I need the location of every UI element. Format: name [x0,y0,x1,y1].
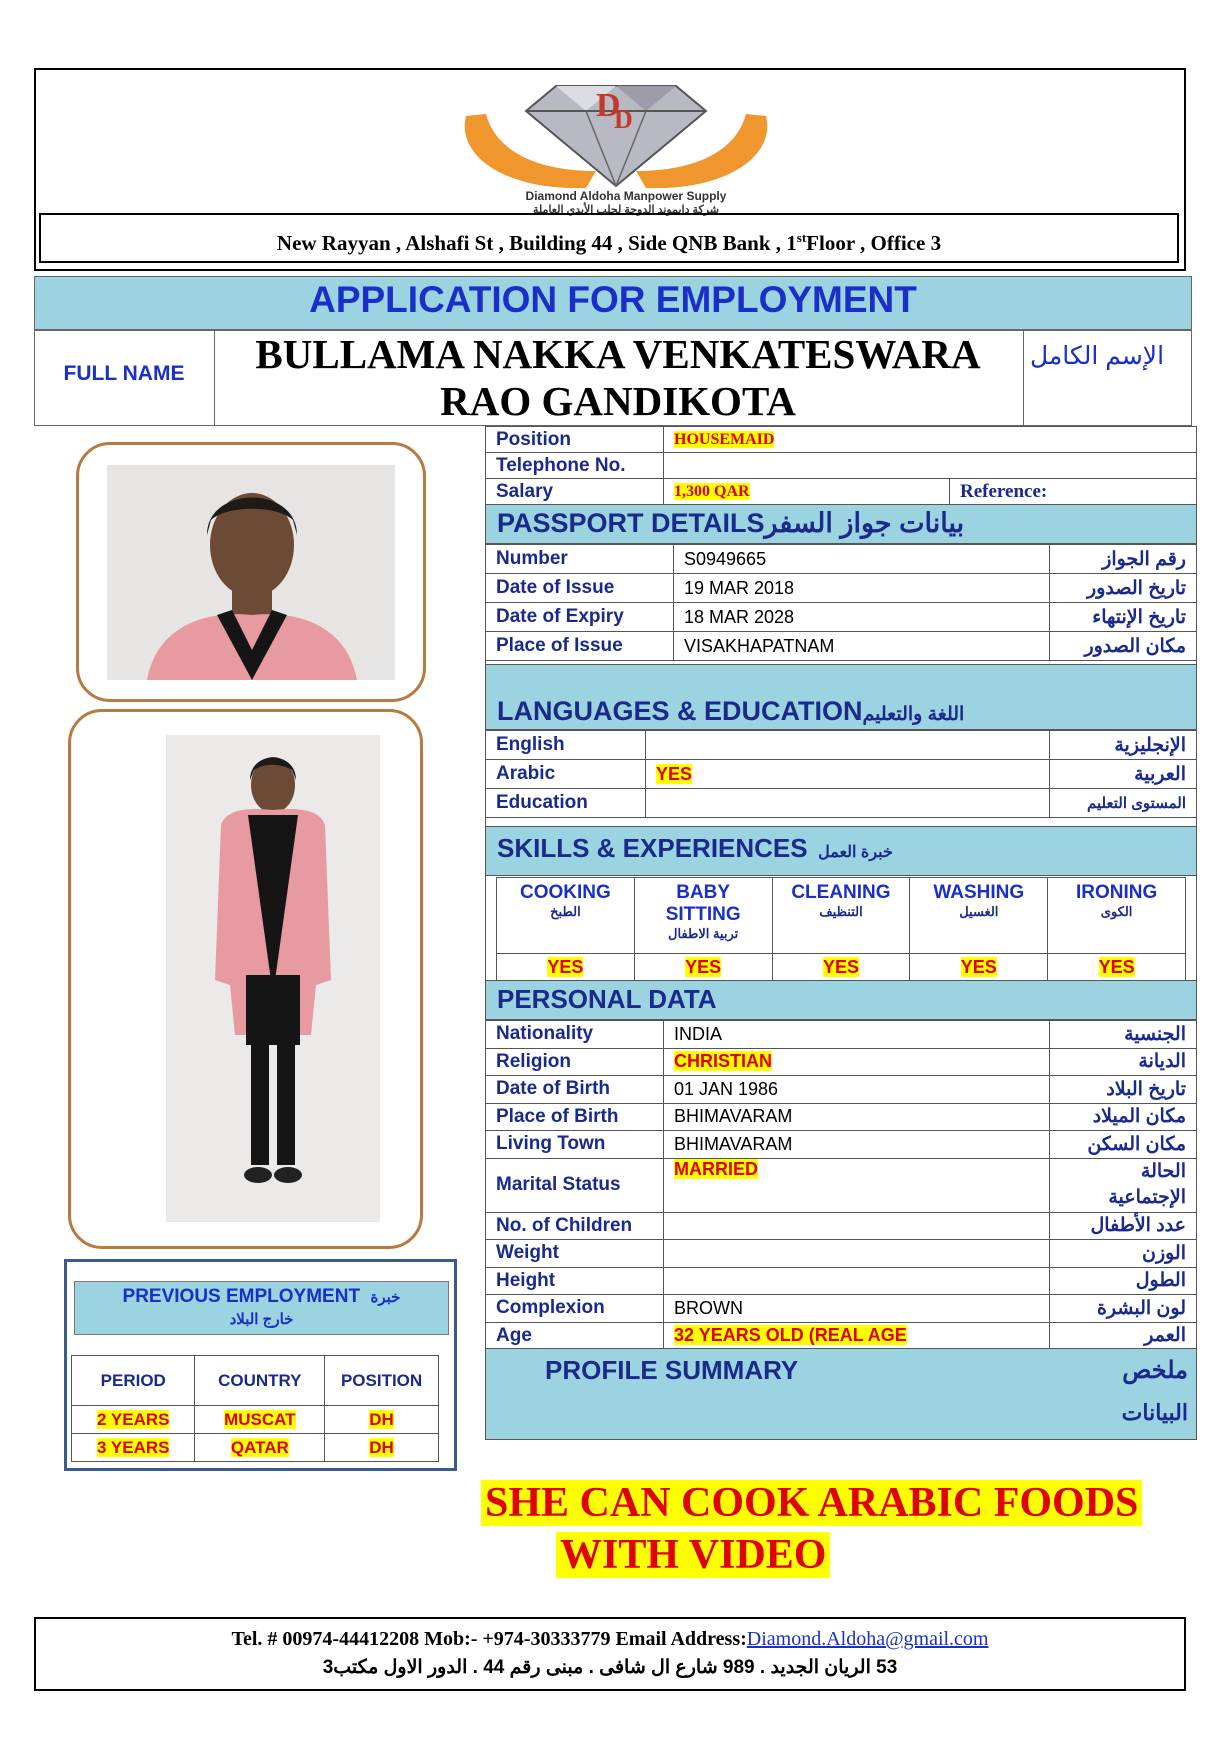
language-row-label: Education [486,789,646,818]
address-sup: st [796,230,807,245]
table-row [486,789,1197,818]
job-table [485,426,1197,505]
person-portrait-icon [107,465,395,680]
personal-row-label: Living Town [486,1131,664,1159]
table-row [486,574,1197,603]
skill-cell [910,878,1048,954]
person-full-body-icon [166,735,380,1222]
personal-row-label: Marital Status [486,1158,664,1212]
passport-row-label-ar: رقم الجواز [1050,545,1197,574]
personal-row-label: Complexion [486,1295,664,1323]
personal-row-label: Date of Birth [486,1076,664,1104]
languages-heading-ar: اللغة والتعليم [862,704,965,725]
full-name-value-line2: RAO GANDIKOTA [440,378,796,424]
language-row-label: Arabic [486,760,646,789]
language-row-value: YES [656,763,693,784]
skill-value: YES [547,957,584,977]
skills-title [497,833,893,864]
language-row-label-ar: العربية [1050,760,1197,789]
skill-name-line2: SITTING [665,904,741,925]
personal-row-label-ar: مكان السكن [1050,1131,1197,1159]
position-value: HOUSEMAID [674,430,775,448]
table-row [486,1158,1197,1212]
table-row [486,1240,1197,1268]
personal-row-label-ar: الديانة [1050,1048,1197,1076]
passport-row-label: Place of Issue [486,632,674,661]
personal-row-label-ar: الطول [1050,1267,1197,1295]
portrait-photo [107,465,395,680]
page-title: APPLICATION FOR EMPLOYMENT [309,279,917,320]
skill-value: YES [685,957,722,977]
address-end: Floor , Office 3 [806,231,942,255]
previous-employment-heading-ar1: خبرة [370,1289,401,1306]
footer-contact [34,1628,1186,1651]
salary-label: Salary [486,479,664,505]
personal-table [485,1020,1197,1350]
personal-row-value: 32 YEARS OLD (REAL AGE [674,1325,907,1346]
table-row [486,1212,1197,1240]
table-row [486,1076,1197,1104]
full-name-label: FULL NAME [63,362,185,385]
svg-text:D: D [596,87,621,124]
prev-position: DH [369,1409,394,1429]
skills-heading-ar: خبرة العمل [818,844,893,861]
personal-row-label: Age [486,1322,664,1350]
svg-text:D: D [614,105,633,134]
personal-row-label-ar: مكان الميلاد [1050,1103,1197,1131]
skill-name: COOKING [520,882,611,903]
personal-row-label: Height [486,1267,664,1295]
personal-row-label-ar: الحالة الإجتماعية [1050,1158,1197,1212]
footer-address-ar: 53 الريان الجديد . 989 شارع ال شافى . مبنى رقم 44 . الدور الاول مكتب3 [322,1657,898,1678]
skill-cell [772,878,910,954]
table-row [486,1131,1197,1159]
passport-row-label: Number [486,545,674,574]
note-line1: SHE CAN COOK ARABIC FOODS [481,1480,1142,1526]
personal-row-value: BHIMAVARAM [674,1106,793,1127]
skill-name-ar: التنظيف [819,904,863,919]
full-name-value-line1: BULLAMA NAKKA VENKATESWARA [255,331,981,377]
passport-row-label: Date of Issue [486,574,674,603]
company-name-en: Diamond Aldoha Manpower Supply [525,189,727,203]
language-row-label-ar: الإنجليزية [1050,731,1197,760]
passport-row-value: VISAKHAPATNAM [674,632,1050,661]
skill-value: YES [822,957,859,977]
skill-name-ar: الغسيل [959,904,999,919]
skill-name: CLEANING [791,882,891,903]
personal-row-label-ar: لون البشرة [1050,1295,1197,1323]
skills-table [496,877,1186,982]
passport-row-value: 18 MAR 2028 [674,603,1050,632]
reference-label: Reference: [950,479,1197,505]
personal-heading: PERSONAL DATA [497,984,717,1014]
skill-name: IRONING [1075,882,1158,903]
languages-table [485,730,1197,818]
previous-employment-table [71,1355,439,1462]
personal-row-label: Weight [486,1240,664,1268]
prev-country: QATAR [230,1437,289,1457]
skill-cell [497,878,635,954]
passport-row-label-ar: تاريخ الإنتهاء [1050,603,1197,632]
full-body-photo [166,735,380,1222]
personal-row-value: CHRISTIAN [674,1051,772,1072]
position-label: Position [486,427,664,453]
skill-value: YES [1098,957,1135,977]
previous-employment-title [74,1286,449,1308]
table-row [486,1048,1197,1076]
table-row [486,632,1197,661]
personal-row-value: MARRIED [674,1158,758,1179]
skill-cell [634,878,772,954]
note-line1-wrap [481,1478,1142,1528]
table-row [486,1267,1197,1295]
prev-position: DH [369,1437,394,1457]
prev-period: 3 YEARS [97,1437,170,1457]
profile-summary-heading-ar1: ملخص [1122,1357,1188,1384]
passport-heading: PASSPORT DETAILS [497,508,765,538]
personal-row-value: 01 JAN 1986 [674,1078,779,1099]
passport-row-label-ar: مكان الصدور [1050,632,1197,661]
note-line2-wrap [556,1530,830,1580]
passport-title [497,508,964,539]
skill-cell [1048,878,1186,954]
prev-col-country: COUNTRY [195,1356,325,1406]
table-row [486,545,1197,574]
skill-name: WASHING [933,882,1025,903]
passport-row-label: Date of Expiry [486,603,674,632]
table-row [486,1322,1197,1350]
language-row-label-ar: المستوى التعليم [1050,789,1197,818]
passport-row-value: 19 MAR 2018 [674,574,1050,603]
skill-name-ar: الكوى [1100,904,1133,919]
skill-value: YES [960,957,997,977]
table-row [486,1103,1197,1131]
languages-title [497,696,964,727]
address-main: New Rayyan , Alshafi St , Building 44 , Side QNB Bank , 1 [276,231,797,255]
personal-row-label: Place of Birth [486,1103,664,1131]
personal-row-label: Nationality [486,1021,664,1049]
prev-col-period: PERIOD [72,1356,195,1406]
table-row [486,603,1197,632]
prev-country: MUSCAT [224,1409,296,1429]
personal-row-label-ar: الجنسية [1050,1021,1197,1049]
passport-heading-ar: بيانات جواز السفر [764,508,965,538]
personal-row-label: Religion [486,1048,664,1076]
language-row-label: English [486,731,646,760]
personal-row-label-ar: تاريخ البلاد [1050,1076,1197,1104]
skill-name-ar: تربية الاطفال [668,926,739,941]
footer-email-link[interactable]: Diamond.Aldoha@gmail.com [746,1628,989,1650]
table-row [486,731,1197,760]
personal-row-label-ar: الوزن [1050,1240,1197,1268]
diamond-hands-icon [446,76,786,196]
personal-row-label-ar: عدد الأطفال [1050,1212,1197,1240]
personal-row-label-ar: العمر [1050,1322,1197,1350]
skill-name-ar: الطبخ [550,904,581,919]
passport-row-label-ar: تاريخ الصدور [1050,574,1197,603]
table-row [486,1295,1197,1323]
prev-col-position: POSITION [325,1356,439,1406]
table-row [72,1434,439,1462]
table-row [72,1406,439,1434]
note-line2: WITH VIDEO [556,1532,830,1578]
passport-table [485,544,1197,661]
personal-row-value: INDIA [674,1023,723,1044]
table-row [486,1021,1197,1049]
previous-employment-heading: PREVIOUS EMPLOYMENT [122,1286,361,1307]
personal-row-value: BROWN [674,1297,743,1318]
profile-summary-heading-ar2: البيانات [1121,1400,1188,1425]
salary-value: 1,300 QAR [674,482,750,500]
skills-heading: SKILLS & EXPERIENCES [497,833,808,863]
skill-name: BABY [676,882,731,903]
footer-contact-text: Tel. # 00974-44412208 Mob:- +974-30333779 Email Address: [231,1628,747,1650]
previous-employment-heading-ar2: خارج البلاد [229,1311,294,1328]
personal-row-value: BHIMAVARAM [674,1133,793,1154]
telephone-value [664,453,1197,479]
company-name-ar: شركة دايموند الدوحة لجلب الأيدي العاملة [533,204,719,216]
full-name-label-ar: الإسم الكامل [1029,342,1165,370]
passport-row-value: S0949665 [674,545,1050,574]
languages-heading: LANGUAGES & EDUCATION [497,696,863,726]
profile-summary-heading: PROFILE SUMMARY [545,1355,799,1385]
personal-row-label: No. of Children [486,1212,664,1240]
company-logo [446,76,786,216]
table-row [486,760,1197,789]
prev-period: 2 YEARS [97,1409,170,1429]
telephone-label: Telephone No. [486,453,664,479]
address-bar [39,213,1179,263]
header-box [34,68,1186,271]
